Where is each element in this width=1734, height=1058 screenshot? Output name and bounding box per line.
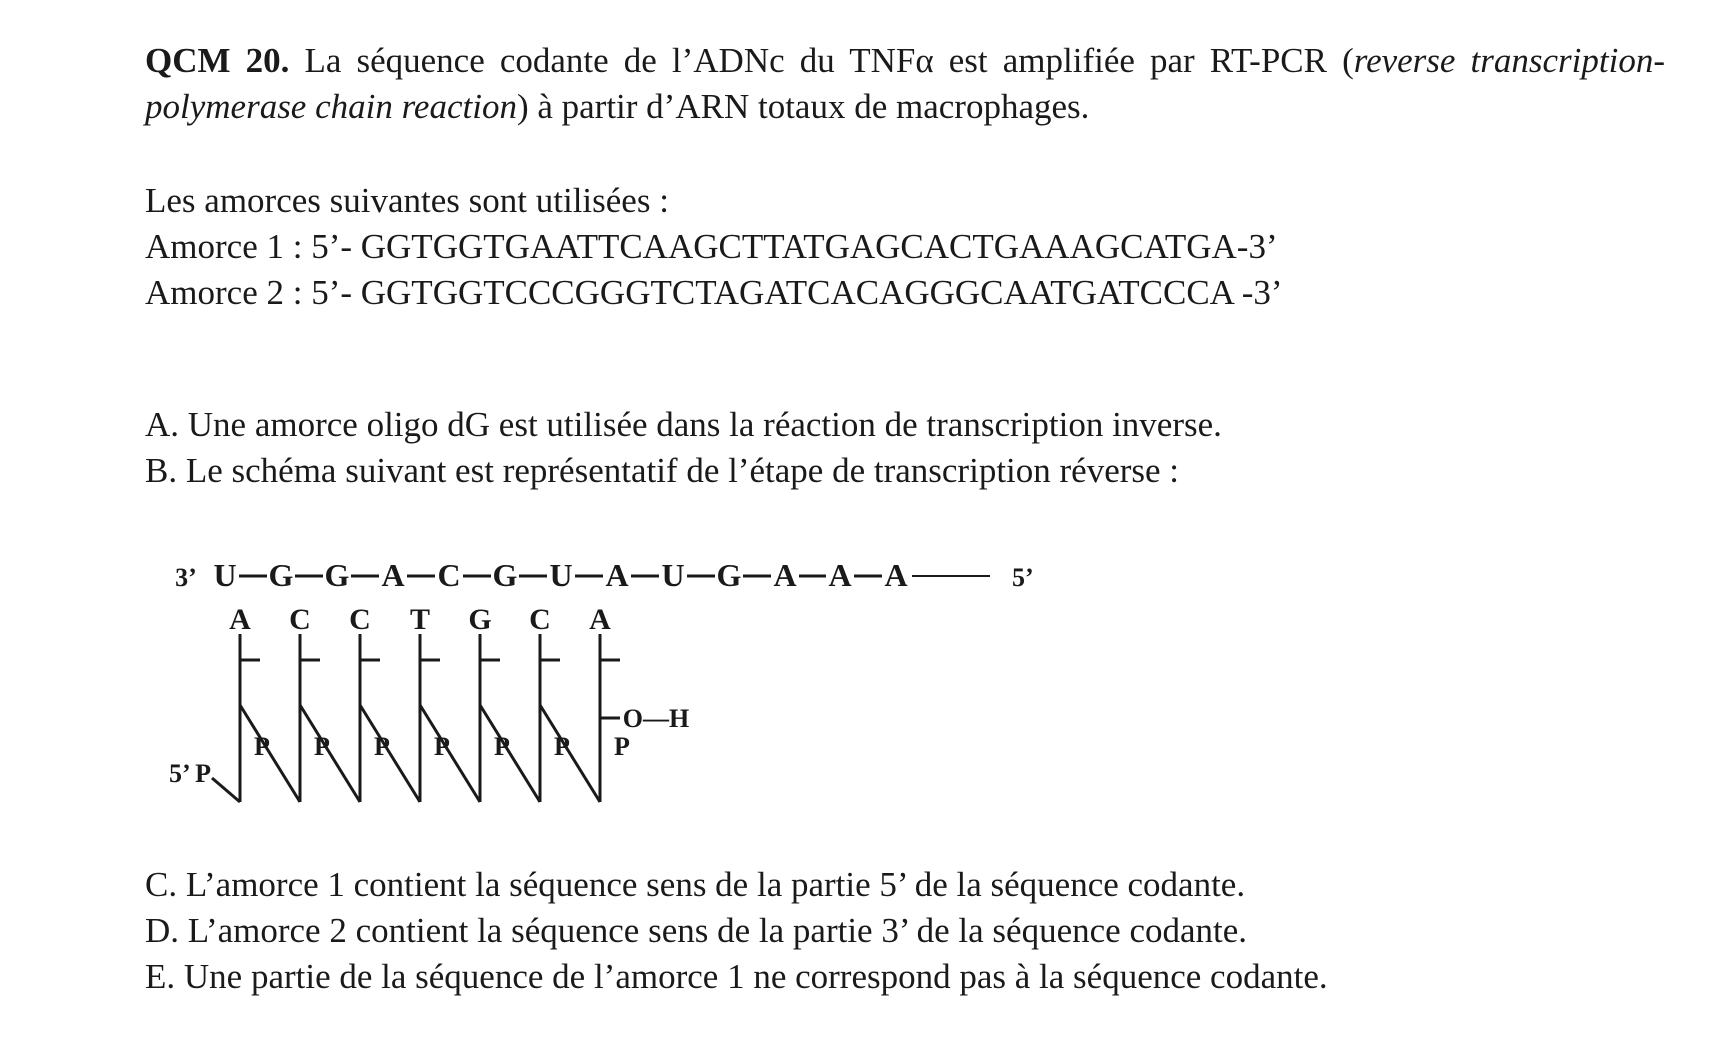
rna-base: C <box>437 557 461 593</box>
phosphodiester-bond <box>240 705 300 802</box>
question-text-end: ) à partir d’ARN totaux de macrophages. <box>516 87 1090 126</box>
rna-5-prime-label: 5’ <box>1012 563 1034 592</box>
phosphate-label: P <box>614 732 630 761</box>
reverse-transcription-diagram <box>150 550 1034 820</box>
rna-base: A <box>605 557 629 593</box>
option-c: C. L’amorce 1 contient la séquence sens de la partie 5’ de la séquence codante. <box>145 865 1246 904</box>
rna-3-prime-label: 3’ <box>175 563 197 592</box>
question-text-italic: reverse transcription-polymerase chain reaction <box>145 41 1665 126</box>
cdna-base: C <box>529 603 551 636</box>
hydroxyl-group-label: O—H <box>622 704 690 733</box>
rna-base: A <box>828 557 852 593</box>
options-c-e <box>145 862 1665 1000</box>
phosphate-label: P <box>314 732 330 761</box>
option-b: B. Le schéma suivant est représentatif de l’étape de transcription réverse : <box>145 451 1180 490</box>
question-number: QCM 20. <box>145 41 290 80</box>
cdna-base: A <box>229 603 251 636</box>
rna-base: G <box>268 557 294 593</box>
rna-base: G <box>324 557 350 593</box>
phosphate-label: P <box>374 732 390 761</box>
option-d: D. L’amorce 2 contient la séquence sens de la partie 3’ de la séquence codante. <box>145 911 1248 950</box>
primers-intro: Les amorces suivantes sont utilisées : <box>145 181 669 220</box>
primer-1-sequence: Amorce 1 : 5’- GGTGGTGAATTCAAGCTTATGAGCACTGAAAGCATGA-3’ <box>145 227 1278 266</box>
rna-base: A <box>884 557 908 593</box>
option-e: E. Une partie de la séquence de l’amorce 1 ne correspond pas à la séquence codante. <box>145 957 1328 996</box>
phosphodiester-bond <box>540 705 600 802</box>
rna-base: A <box>773 557 797 593</box>
cdna-base: C <box>289 603 311 636</box>
rna-base: U <box>213 557 237 593</box>
cdna-base: T <box>409 603 431 636</box>
primer-2-sequence: Amorce 2 : 5’- GGTGGTCCCGGGTCTAGATCACAGGGCAATGATCCCA -3’ <box>145 273 1283 312</box>
rna-base: G <box>492 557 518 593</box>
phosphate-label: P <box>554 732 570 761</box>
options-a-b <box>145 402 1665 494</box>
phosphodiester-bond <box>212 778 240 802</box>
cdna-base: A <box>589 603 611 636</box>
phosphodiester-bond <box>420 705 480 802</box>
cdna-base: G <box>468 603 492 636</box>
primers-block <box>145 178 1665 316</box>
rna-base: A <box>381 557 405 593</box>
phosphodiester-bond <box>300 705 360 802</box>
phosphodiester-bond <box>360 705 420 802</box>
phosphate-label: P <box>254 732 270 761</box>
cdna-base: C <box>349 603 371 636</box>
question-text-start: La séquence codante de l’ADNc du TNFα est amplifiée par RT-PCR ( <box>289 41 1354 80</box>
rna-base: G <box>716 557 742 593</box>
rna-base: U <box>549 557 573 593</box>
phosphodiester-bond <box>480 705 540 802</box>
question-statement <box>145 38 1665 130</box>
option-a: A. Une amorce oligo dG est utilisée dans la réaction de transcription inverse. <box>145 405 1222 444</box>
rna-base: U <box>661 557 685 593</box>
cdna-5-prime-phosphate-label: 5’ P <box>168 759 212 788</box>
phosphate-label: P <box>494 732 510 761</box>
phosphate-label: P <box>434 732 450 761</box>
